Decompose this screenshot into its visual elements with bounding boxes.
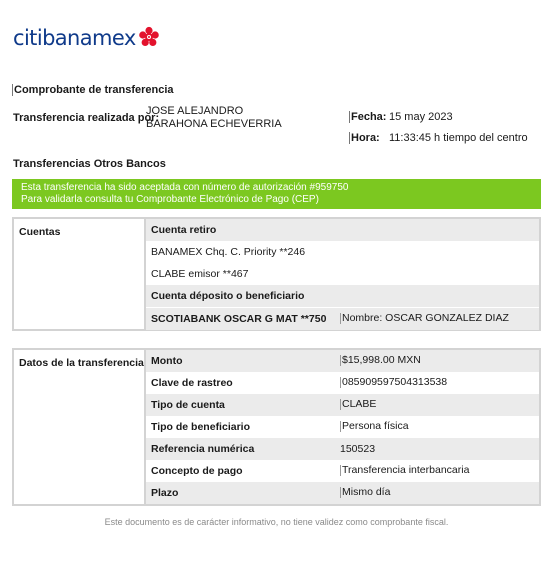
logo-citi: citi: [13, 25, 43, 50]
transfer-by-name-line2: BARAHONA ECHEVERRIA: [146, 118, 282, 130]
table-row: [146, 482, 539, 504]
citibanamex-logo: [13, 27, 160, 49]
table-row: [146, 460, 539, 482]
withdraw-account: BANAMEX Chq. C. Priority **246: [151, 246, 306, 258]
detail-label-payment-concept: Concepto de pago: [151, 465, 243, 477]
accounts-header: Cuentas: [19, 226, 61, 238]
withdraw-label: Cuenta retiro: [151, 224, 217, 236]
banner-line1: Esta transferencia ha sido aceptada con número de autorización #959750: [21, 182, 349, 193]
accounts-panel: [12, 217, 541, 331]
authorization-banner: [12, 179, 541, 209]
detail-label-beneficiary-type: Tipo de beneficiario: [151, 421, 250, 433]
deposit-account: SCOTIABANK OSCAR G MAT **750: [151, 313, 327, 325]
deposit-label-row: [146, 285, 539, 307]
beneficiary-name: Nombre: OSCAR GONZALEZ DIAZ: [342, 312, 509, 324]
date-label: Fecha:: [351, 111, 387, 123]
withdraw-account-row: [146, 241, 539, 263]
deposit-account-row: [146, 308, 539, 330]
footer-disclaimer: Este documento es de carácter informativo, no tiene validez como comprobante fiscal.: [104, 517, 449, 527]
transfer-details-panel: [12, 348, 541, 506]
date-value: 15 may 2023: [389, 111, 453, 123]
detail-label-account-type: Tipo de cuenta: [151, 399, 225, 411]
banamex-flower-icon: [138, 26, 160, 48]
time-value: 11:33:45 h tiempo del centro: [389, 132, 528, 144]
detail-value-account-type: CLABE: [342, 398, 377, 410]
details-header-cell: [14, 350, 146, 504]
table-row: [146, 394, 539, 416]
detail-value-term: Mismo día: [342, 486, 391, 498]
banner-line2: Para validarla consulta tu Comprobante Electrónico de Pago (CEP): [21, 194, 319, 205]
table-row: [146, 372, 539, 394]
transfer-by-label: Transferencia realizada por:: [13, 112, 160, 124]
accounts-header-cell: [14, 219, 146, 329]
logo-text: [13, 25, 136, 50]
logo-banamex: banamex: [42, 25, 136, 50]
withdraw-label-row: [146, 219, 539, 241]
detail-value-payment-concept: Transferencia interbancaria: [342, 464, 470, 476]
detail-label-term: Plazo: [151, 487, 179, 499]
table-row: [146, 438, 539, 460]
clabe-issuer-row: [146, 263, 539, 285]
detail-label-amount: Monto: [151, 355, 183, 367]
transfer-by-name-line1: JOSE ALEJANDRO: [146, 105, 244, 117]
detail-label-numeric-reference: Referencia numérica: [151, 443, 255, 455]
table-row: [146, 416, 539, 438]
clabe-issuer: CLABE emisor **467: [151, 268, 249, 280]
section-title: Transferencias Otros Bancos: [13, 158, 166, 170]
detail-value-amount: $15,998.00 MXN: [342, 354, 421, 366]
detail-label-tracking-key: Clave de rastreo: [151, 377, 233, 389]
detail-value-beneficiary-type: Persona física: [342, 420, 409, 432]
table-row: [146, 350, 539, 372]
detail-value-tracking-key: 085909597504313538: [342, 376, 448, 388]
deposit-label: Cuenta déposito o beneficiario: [151, 290, 305, 302]
detail-value-numeric-reference: 150523: [340, 443, 376, 455]
page-title: Comprobante de transferencia: [14, 84, 174, 96]
details-header: Datos de la transferencia: [19, 357, 144, 369]
time-label: Hora:: [351, 132, 380, 144]
